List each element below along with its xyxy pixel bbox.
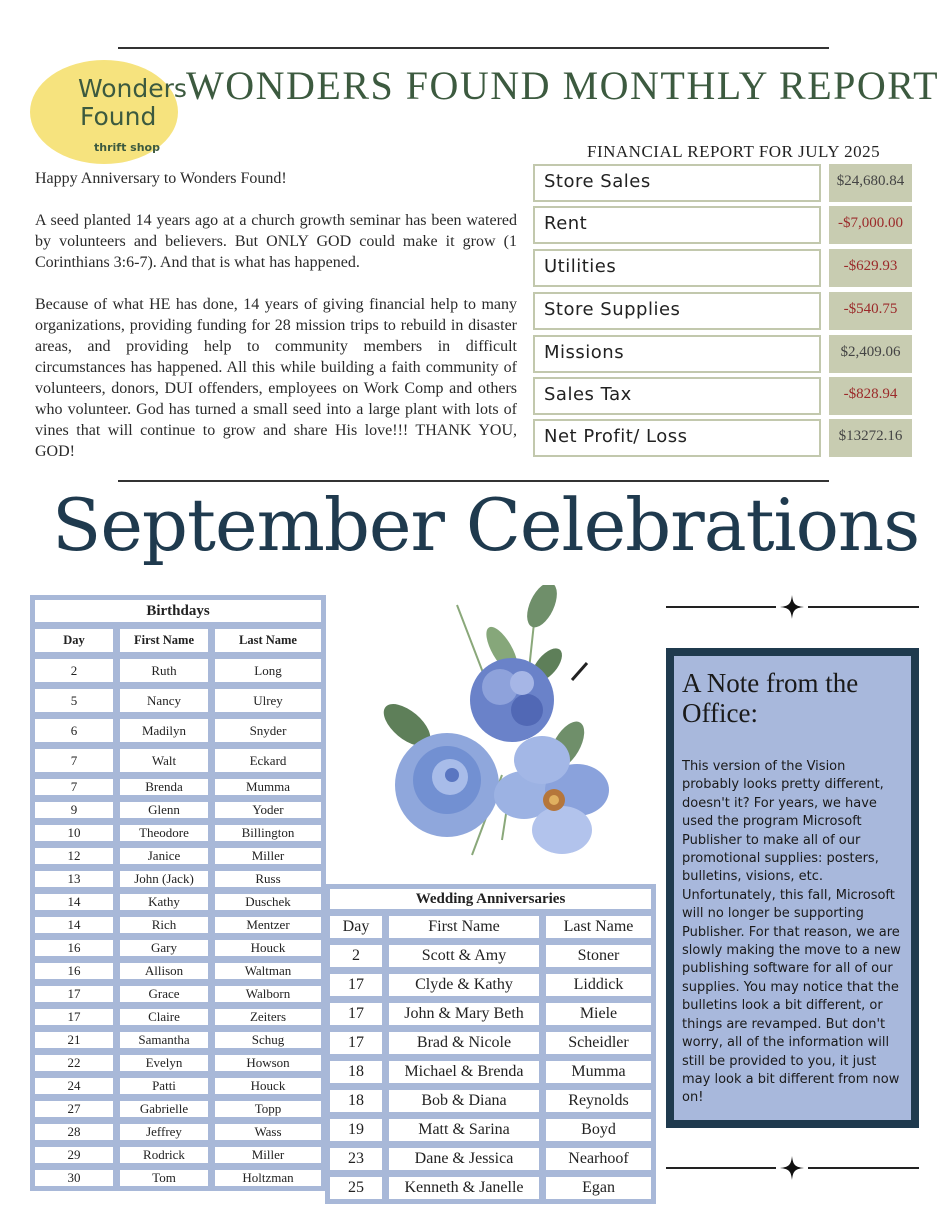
first-name-cell: Glenn — [118, 800, 210, 820]
last-name-cell: Zeiters — [213, 1007, 323, 1027]
financial-row — [533, 335, 912, 373]
financial-label: Missions — [533, 335, 821, 373]
first-name-cell: Michael & Brenda — [387, 1059, 541, 1085]
first-name-cell: Kathy — [118, 892, 210, 912]
financial-label: Sales Tax — [533, 377, 821, 415]
day-cell: 14 — [33, 892, 115, 912]
first-name-cell: Evelyn — [118, 1053, 210, 1073]
financial-row — [533, 206, 912, 244]
last-name-cell: Ulrey — [213, 687, 323, 714]
table-row — [33, 823, 323, 843]
day-cell: 29 — [33, 1145, 115, 1165]
last-name-cell: Walborn — [213, 984, 323, 1004]
day-cell: 12 — [33, 846, 115, 866]
last-name-cell: Schug — [213, 1030, 323, 1050]
first-name-cell: Matt & Sarina — [387, 1117, 541, 1143]
table-row — [328, 943, 653, 969]
table-row — [328, 1059, 653, 1085]
first-name-cell: Samantha — [118, 1030, 210, 1050]
anniversaries-header-day: Day — [328, 914, 384, 940]
table-row — [33, 961, 323, 981]
first-name-cell: Clyde & Kathy — [387, 972, 541, 998]
table-row — [33, 938, 323, 958]
first-name-cell: John & Mary Beth — [387, 1001, 541, 1027]
note-divider-bottom — [666, 1158, 919, 1178]
day-cell: 28 — [33, 1122, 115, 1142]
table-row — [33, 777, 323, 797]
day-cell: 17 — [33, 984, 115, 1004]
table-row — [33, 687, 323, 714]
day-cell: 17 — [328, 1030, 384, 1056]
first-name-cell: Madilyn — [118, 717, 210, 744]
birthdays-header-day: Day — [33, 627, 115, 654]
financial-label: Store Supplies — [533, 292, 821, 330]
first-name-cell: Tom — [118, 1168, 210, 1188]
financial-label: Store Sales — [533, 164, 821, 202]
first-name-cell: Claire — [118, 1007, 210, 1027]
last-name-cell: Wass — [213, 1122, 323, 1142]
last-name-cell: Russ — [213, 869, 323, 889]
note-title: A Note from the Office: — [682, 668, 859, 728]
last-name-cell: Mumma — [213, 777, 323, 797]
intro-paragraph-1: A seed planted 14 years ago at a church growth seminar has been watered by volunteers and believers. But ONLY GOD could make it grow (1 Corinthians 3:6-7). And that is what has happened. — [35, 212, 517, 271]
table-row — [33, 984, 323, 1004]
logo-tagline: thrift shop — [94, 141, 160, 154]
first-name-cell: Gary — [118, 938, 210, 958]
birthdays-header-first: First Name — [118, 627, 210, 654]
anniversaries-header-first: First Name — [387, 914, 541, 940]
financial-value: -$540.75 — [829, 292, 912, 330]
sparkle-icon — [780, 1156, 804, 1180]
anniversaries-header-last: Last Name — [544, 914, 653, 940]
page-title: WONDERS FOUND MONTHLY REPORT — [186, 63, 940, 108]
last-name-cell: Miele — [544, 1001, 653, 1027]
flower-bouquet-illustration — [372, 585, 622, 870]
financial-value: $13272.16 — [829, 419, 912, 457]
day-cell: 17 — [33, 1007, 115, 1027]
office-note — [666, 648, 919, 1128]
last-name-cell: Scheidler — [544, 1030, 653, 1056]
anniversaries-caption: Wedding Anniversaries — [328, 887, 653, 911]
first-name-cell: Theodore — [118, 823, 210, 843]
first-name-cell: John (Jack) — [118, 869, 210, 889]
last-name-cell: Stoner — [544, 943, 653, 969]
first-name-cell: Patti — [118, 1076, 210, 1096]
financial-value: $24,680.84 — [829, 164, 912, 202]
day-cell: 27 — [33, 1099, 115, 1119]
table-row — [33, 747, 323, 774]
first-name-cell: Dane & Jessica — [387, 1146, 541, 1172]
first-name-cell: Nancy — [118, 687, 210, 714]
sparkle-icon — [780, 595, 804, 619]
top-rule — [118, 47, 829, 49]
table-row — [33, 1099, 323, 1119]
financial-value: -$629.93 — [829, 249, 912, 287]
last-name-cell: Liddick — [544, 972, 653, 998]
note-divider-top — [666, 597, 919, 617]
financial-value: -$7,000.00 — [829, 206, 912, 244]
logo-line-2: Found — [80, 102, 157, 131]
financial-row — [533, 249, 912, 287]
table-row — [33, 915, 323, 935]
day-cell: 17 — [328, 972, 384, 998]
last-name-cell: Miller — [213, 1145, 323, 1165]
day-cell: 24 — [33, 1076, 115, 1096]
last-name-cell: Boyd — [544, 1117, 653, 1143]
table-row — [33, 717, 323, 744]
last-name-cell: Waltman — [213, 961, 323, 981]
first-name-cell: Ruth — [118, 657, 210, 684]
day-cell: 21 — [33, 1030, 115, 1050]
first-name-cell: Bob & Diana — [387, 1088, 541, 1114]
day-cell: 30 — [33, 1168, 115, 1188]
financial-row — [533, 377, 912, 415]
last-name-cell: Howson — [213, 1053, 323, 1073]
anniversaries-table — [325, 884, 656, 1204]
last-name-cell: Yoder — [213, 800, 323, 820]
first-name-cell: Allison — [118, 961, 210, 981]
day-cell: 18 — [328, 1059, 384, 1085]
last-name-cell: Billington — [213, 823, 323, 843]
day-cell: 19 — [328, 1117, 384, 1143]
first-name-cell: Brenda — [118, 777, 210, 797]
table-row — [328, 1001, 653, 1027]
last-name-cell: Miller — [213, 846, 323, 866]
table-row — [33, 1007, 323, 1027]
table-row — [328, 1088, 653, 1114]
first-name-cell: Brad & Nicole — [387, 1030, 541, 1056]
last-name-cell: Eckard — [213, 747, 323, 774]
day-cell: 23 — [328, 1146, 384, 1172]
financial-row — [533, 164, 912, 202]
table-row — [33, 1122, 323, 1142]
day-cell: 16 — [33, 961, 115, 981]
day-cell: 6 — [33, 717, 115, 744]
intro-paragraph-2: Because of what HE has done, 14 years of giving financial help to many organizations, providing funding for 28 mission trips to rebuild in disaster areas, and providing help to community members in difficult circumstances has happened. All this while building a faith community of volunteers, donors, DUI offenders, employees on Work Comp and others who volunteer. God has turned a small seed into a large plant with lots of vines that will continue to grow and share His love!!! THANK YOU, GOD! — [35, 296, 517, 460]
table-row — [33, 892, 323, 912]
table-row — [33, 1030, 323, 1050]
birthdays-header-last: Last Name — [213, 627, 323, 654]
day-cell: 22 — [33, 1053, 115, 1073]
last-name-cell: Topp — [213, 1099, 323, 1119]
financial-label: Utilities — [533, 249, 821, 287]
last-name-cell: Houck — [213, 938, 323, 958]
day-cell: 10 — [33, 823, 115, 843]
table-row — [328, 972, 653, 998]
logo-line-1: Wonders — [78, 74, 187, 103]
first-name-cell: Scott & Amy — [387, 943, 541, 969]
financial-title: FINANCIAL REPORT FOR JULY 2025 — [587, 142, 881, 161]
table-row — [33, 1145, 323, 1165]
note-body: This version of the Vision probably looks pretty different, doesn't it? For years, we have used the program Microsoft Publisher to make all of our promotional supplies: posters, bulletins, visions, etc. Unfortunately, this fall, Microsoft will no longer be supporting Publisher. For that reason, we are slowly making the move to a new publishing software for all of our supplies. You may notice that the bulletins look a bit different, or things are revamped. But don't worry, all of the information will still be provided to you, it just may look a bit different from now on! — [682, 759, 901, 1106]
table-row — [328, 1146, 653, 1172]
first-name-cell: Walt — [118, 747, 210, 774]
first-name-cell: Kenneth & Janelle — [387, 1175, 541, 1201]
day-cell: 7 — [33, 777, 115, 797]
last-name-cell: Mentzer — [213, 915, 323, 935]
day-cell: 7 — [33, 747, 115, 774]
last-name-cell: Snyder — [213, 717, 323, 744]
table-row — [33, 1168, 323, 1188]
financial-row — [533, 419, 912, 457]
last-name-cell: Mumma — [544, 1059, 653, 1085]
table-row — [328, 1117, 653, 1143]
intro-text — [35, 168, 517, 483]
first-name-cell: Gabrielle — [118, 1099, 210, 1119]
intro-greeting: Happy Anniversary to Wonders Found! — [35, 170, 287, 187]
day-cell: 14 — [33, 915, 115, 935]
birthdays-caption: Birthdays — [33, 598, 323, 624]
last-name-cell: Holtzman — [213, 1168, 323, 1188]
day-cell: 18 — [328, 1088, 384, 1114]
table-row — [33, 1053, 323, 1073]
table-row — [33, 1076, 323, 1096]
day-cell: 9 — [33, 800, 115, 820]
first-name-cell: Rich — [118, 915, 210, 935]
last-name-cell: Reynolds — [544, 1088, 653, 1114]
birthdays-table — [30, 595, 326, 1191]
table-row — [328, 1175, 653, 1201]
middle-rule — [118, 480, 829, 482]
day-cell: 5 — [33, 687, 115, 714]
table-row — [33, 800, 323, 820]
financial-row — [533, 292, 912, 330]
day-cell: 17 — [328, 1001, 384, 1027]
last-name-cell: Egan — [544, 1175, 653, 1201]
day-cell: 16 — [33, 938, 115, 958]
financial-value: -$828.94 — [829, 377, 912, 415]
first-name-cell: Janice — [118, 846, 210, 866]
day-cell: 2 — [328, 943, 384, 969]
last-name-cell: Houck — [213, 1076, 323, 1096]
financial-value: $2,409.06 — [829, 335, 912, 373]
table-row — [33, 846, 323, 866]
last-name-cell: Long — [213, 657, 323, 684]
first-name-cell: Jeffrey — [118, 1122, 210, 1142]
day-cell: 13 — [33, 869, 115, 889]
table-row — [328, 1030, 653, 1056]
table-row — [33, 869, 323, 889]
table-row — [33, 657, 323, 684]
first-name-cell: Grace — [118, 984, 210, 1004]
day-cell: 25 — [328, 1175, 384, 1201]
first-name-cell: Rodrick — [118, 1145, 210, 1165]
financial-label: Rent — [533, 206, 821, 244]
financial-label: Net Profit/ Loss — [533, 419, 821, 457]
celebrations-title: September Celebrations — [52, 483, 920, 567]
last-name-cell: Duschek — [213, 892, 323, 912]
last-name-cell: Nearhoof — [544, 1146, 653, 1172]
day-cell: 2 — [33, 657, 115, 684]
